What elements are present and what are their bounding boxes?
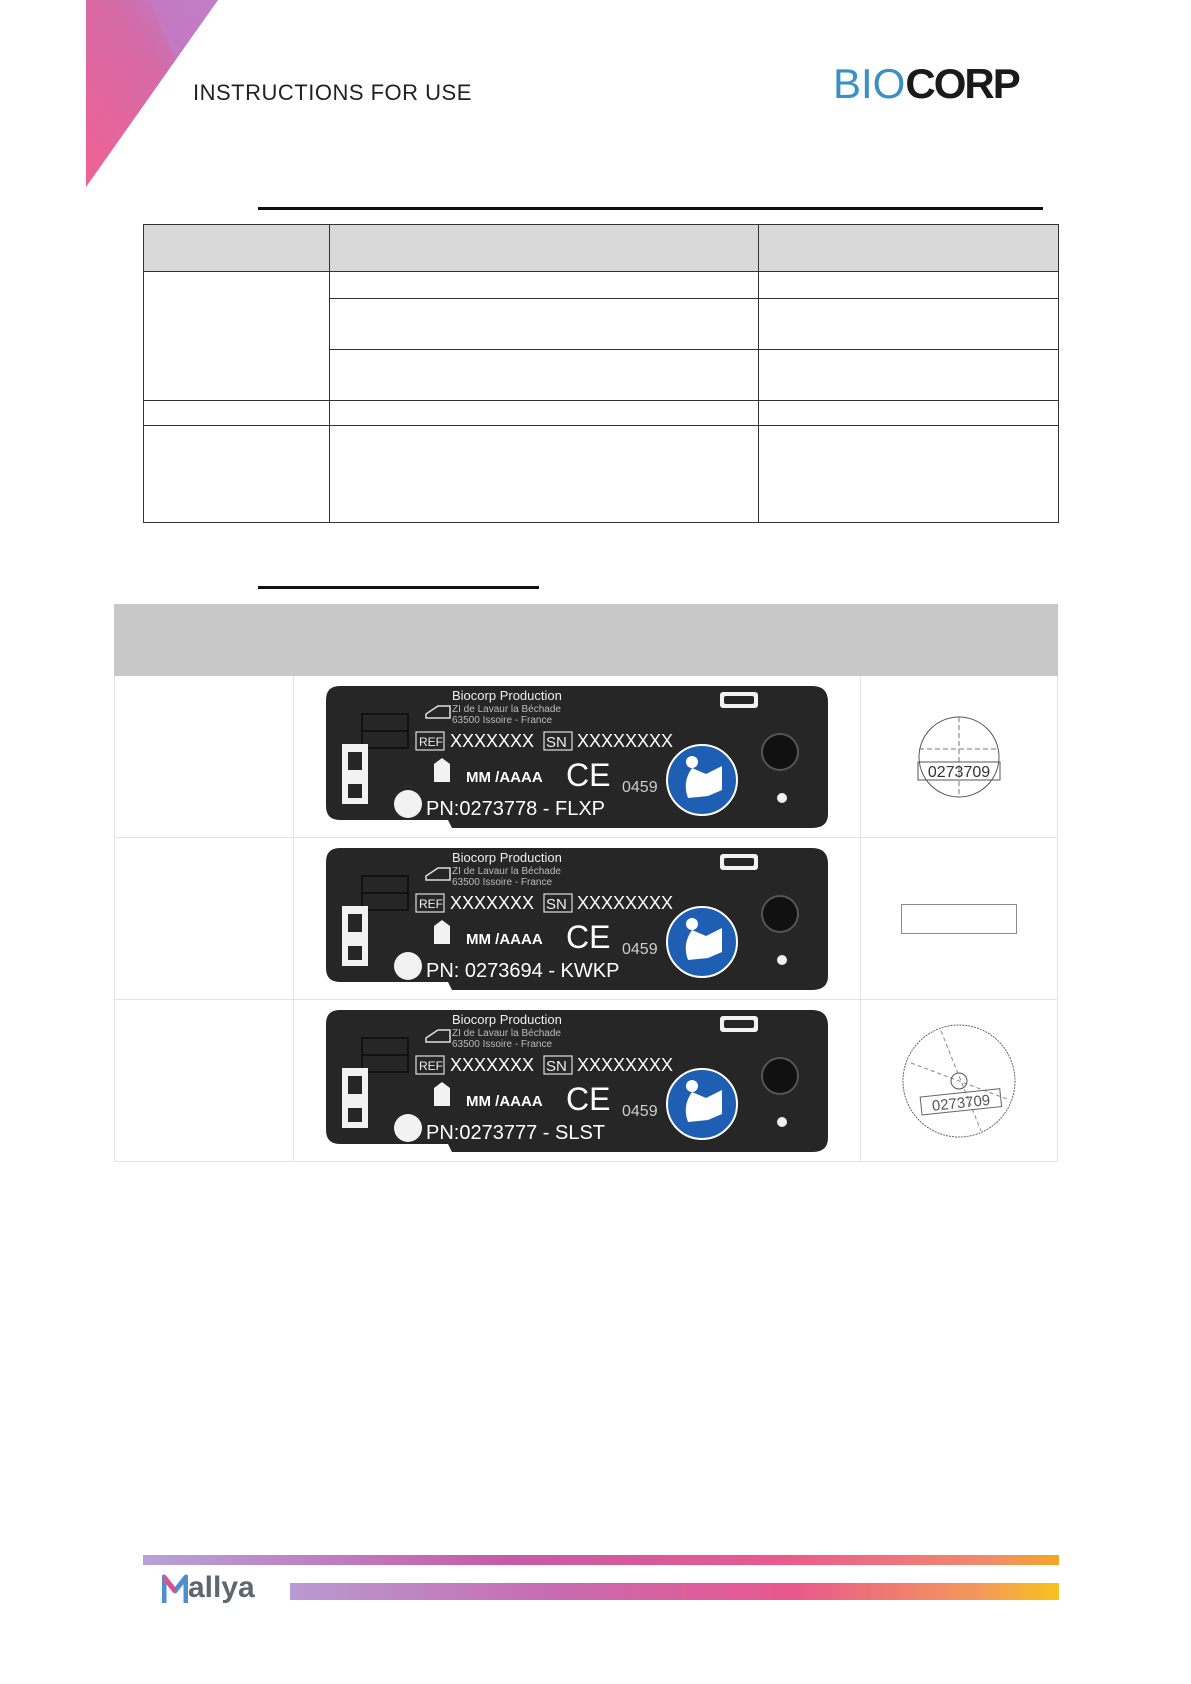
label-sn-value: XXXXXXXX [577, 892, 674, 913]
mallya-logo-mark-icon [162, 1573, 188, 1605]
mark-1-number: 0273709 [927, 763, 991, 781]
label-address-1: ZI de Lavaur la Béchade [452, 703, 562, 715]
label-sn-tag: SN [546, 1057, 568, 1075]
label-address-2: 63500 Issoire - France [452, 1038, 553, 1050]
label-part-number: PN: 0273694 - KWKP [426, 959, 620, 982]
label-ref-tag: REF [419, 734, 444, 749]
label-table [114, 604, 1058, 1162]
label-company: Biocorp Production [452, 849, 563, 865]
label-address-1: ZI de Lavaur la Béchade [452, 865, 562, 877]
label-ref-tag: REF [419, 896, 444, 911]
label-sn-value: XXXXXXXX [577, 1054, 674, 1075]
label-address-2: 63500 Issoire - France [452, 714, 553, 726]
label-notified-body: 0459 [622, 778, 658, 796]
label-date: MM /AAAA [466, 768, 543, 786]
table-row [144, 426, 1059, 523]
device-label-plate [322, 1006, 832, 1156]
ce-mark: CE [566, 918, 611, 955]
table-row [115, 838, 1058, 1000]
device-label-plate [322, 844, 832, 994]
label-ref-value: XXXXXXX [450, 1054, 535, 1075]
mallya-logo-text: allya [188, 1571, 255, 1604]
label-company: Biocorp Production [452, 1011, 563, 1027]
label-part-number: PN:0273777 - SLST [426, 1121, 606, 1144]
label-ref-tag: REF [419, 1058, 444, 1073]
label-notified-body: 0459 [622, 1102, 658, 1120]
section-rule-1 [258, 207, 1043, 210]
logo-bio: BIO [833, 60, 906, 107]
label-notified-body: 0459 [622, 940, 658, 958]
table-row [144, 401, 1059, 426]
logo-corp: CORP [905, 60, 1019, 107]
label-ref-value: XXXXXXX [450, 730, 535, 751]
label-date: MM /AAAA [466, 1092, 543, 1110]
table-row [144, 272, 1059, 299]
table-row [115, 676, 1058, 838]
label-sn-tag: SN [546, 895, 568, 913]
label-address-1: ZI de Lavaur la Béchade [452, 1027, 562, 1039]
engraving-mark-3 [901, 1023, 1017, 1139]
ce-mark: CE [566, 1080, 611, 1117]
label-company: Biocorp Production [452, 687, 563, 703]
engraving-mark-2 [901, 904, 1017, 934]
ce-mark: CE [566, 756, 611, 793]
engraving-mark-1 [901, 714, 1017, 800]
footer-gradient-bar [290, 1583, 1059, 1600]
label-address-2: 63500 Issoire - France [452, 876, 553, 888]
biocorp-logo [833, 60, 1019, 108]
mark-3-number: 0273709 [931, 1091, 992, 1115]
label-sn-tag: SN [546, 733, 568, 751]
table-row [115, 1000, 1058, 1162]
corner-decoration [0, 0, 220, 190]
footer-gradient-line [143, 1555, 1059, 1565]
label-part-number: PN:0273778 - FLXP [426, 797, 606, 820]
section-rule-2 [258, 586, 539, 589]
mallya-logo [162, 1571, 274, 1607]
label-date: MM /AAAA [466, 930, 543, 948]
device-label-plate [322, 682, 832, 832]
label-sn-value: XXXXXXXX [577, 730, 674, 751]
label-ref-value: XXXXXXX [450, 892, 535, 913]
page-title: INSTRUCTIONS FOR USE [193, 80, 472, 105]
info-table-header [144, 225, 1059, 272]
info-table [143, 224, 1059, 523]
label-table-header [115, 605, 1058, 676]
